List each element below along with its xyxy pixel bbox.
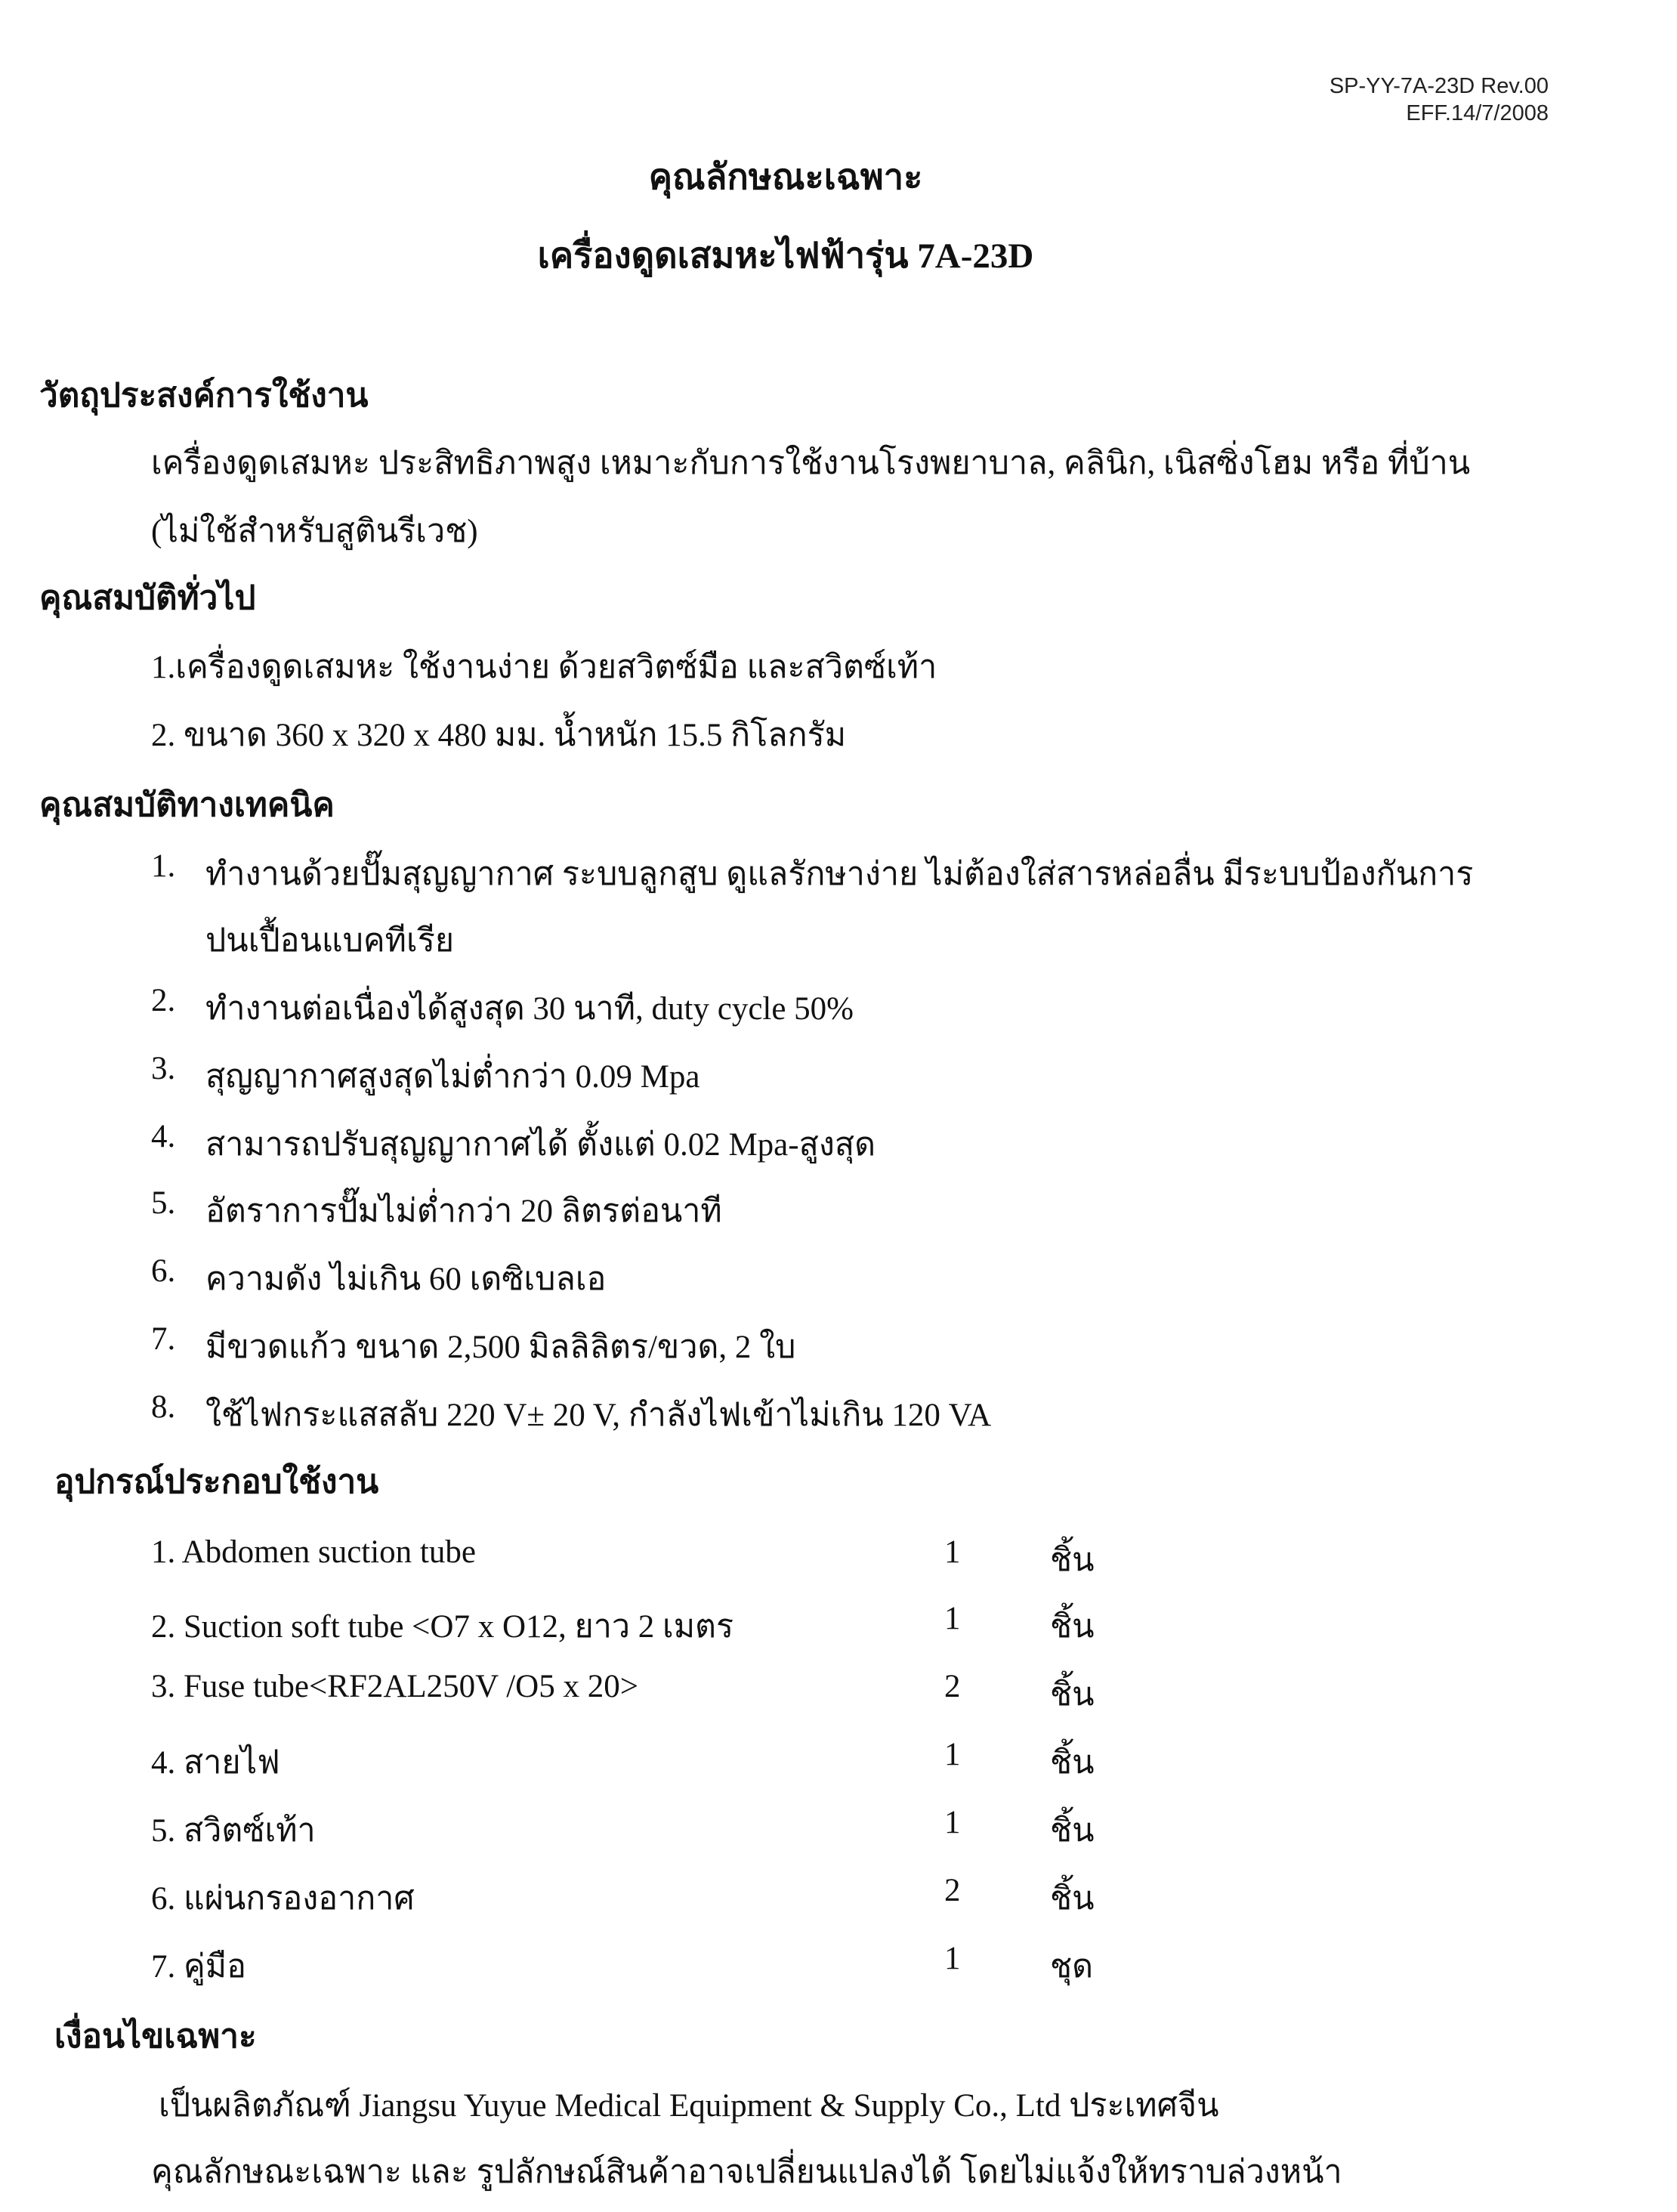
accessory-name: 7. คู่มือ [151,1949,246,1985]
conditions-line-2: คุณลักษณะเฉพาะ และ รูปลักษณ์สินค้าอาจเปลี่ยนแปลงได้ โดยไม่แจ้งให้ทราบล่วงหน้า [151,2155,1342,2190]
item-text: อัตราการปั๊มไม่ต่ำกว่า 20 ลิตรต่อนาที [205,1194,722,1229]
accessory-row [151,1872,1133,1917]
conditions-line-1: เป็นผลิตภัณฑ์ Jiangsu Yuyue Medical Equipment & Supply Co., Ltd ประเทศจีน [159,2088,1219,2124]
item-text: ทำงานด้วยปั๊มสุญญากาศ ระบบลูกสูบ ดูแลรักษาง่าย ไม่ต้องใส่สารหล่อลื่น มีระบบป้องกันการ [205,857,1474,892]
accessory-name: 6. แผ่นกรองอากาศ [151,1881,415,1917]
accessory-unit: ชุด [1050,1949,1094,1985]
item-number: 5. [151,1185,176,1221]
item-text: มีขวดแก้ว ขนาด 2,500 มิลลิลิตร/ขวด, 2 ใบ [205,1330,796,1365]
accessory-unit: ชิ้น [1050,1543,1095,1578]
item-number: 7. [151,1321,176,1357]
accessory-qty: 1 [944,1534,961,1570]
accessory-name: 2. Suction soft tube <O7 x O12, ยาว 2 เมตร [151,1609,734,1645]
technical-heading: คุณสมบัติทางเทคนิค [39,786,335,823]
accessory-name: 5. สวิตซ์เท้า [151,1813,316,1849]
accessory-name: 3. Fuse tube<RF2AL250V /O5 x 20> [151,1669,638,1704]
item-text: สุญญากาศสูงสุดไม่ต่ำกว่า 0.09 Mpa [205,1059,700,1095]
accessory-row [151,1534,1133,1579]
accessory-qty: 1 [944,1805,961,1840]
accessory-row [151,1804,1133,1849]
general-item: 2. ขนาด 360 x 320 x 480 มม. น้ำหนัก 15.5 กิโลกรัม [151,718,847,753]
accessory-unit: ชิ้น [1050,1745,1095,1781]
general-item: 1.เครื่องดูดเสมหะ ใช้งานง่าย ด้วยสวิตซ์มือ และสวิตซ์เท้า [151,650,937,685]
accessory-unit: ชิ้น [1050,1609,1095,1645]
item-text: ปนเปื้อนแบคทีเรีย [205,923,455,959]
accessory-name: 4. สายไฟ [151,1745,280,1781]
accessories-heading: อุปกรณ์ประกอบใช้งาน [54,1463,379,1500]
item-number: 3. [151,1051,176,1086]
item-text: ทำงานต่อเนื่องได้สูงสุด 30 นาที, duty cycle 50% [205,991,854,1027]
page-subtitle: เครื่องดูดเสมหะไฟฟ้ารุ่น 7A-23D [537,236,1034,276]
accessory-qty: 2 [944,1873,961,1908]
item-number: 8. [151,1389,176,1425]
item-text: ใช้ไฟกระแสสลับ 220 V± 20 V, กำลังไฟเข้าไม่เกิน 120 VA [205,1398,992,1433]
purpose-line-2: (ไม่ใช้สำหรับสูตินรีเวช) [151,514,478,549]
item-number: 2. [151,983,176,1018]
effective-date: EFF.14/7/2008 [1406,101,1549,125]
accessory-qty: 1 [944,1601,961,1636]
item-number: 1. [151,848,176,884]
accessory-qty: 2 [944,1669,961,1704]
accessory-row [151,1736,1133,1781]
page-title: คุณลักษณะเฉพาะ [648,158,923,197]
accessory-name: 1. Abdomen suction tube [151,1534,476,1570]
accessory-row [151,1940,1133,1985]
item-number: 4. [151,1119,176,1154]
purpose-line-1: เครื่องดูดเสมหะ ประสิทธิภาพสูง เหมาะกับการใช้งานโรงพยาบาล, คลินิก, เนิสซิ่งโฮม หรือ ที่บ้าน [151,446,1471,481]
document-reference [1330,73,1549,127]
item-text: ความดัง ไม่เกิน 60 เดซิเบลเอ [205,1262,607,1297]
accessory-row [151,1668,1133,1713]
conditions-heading: เงื่อนไขเฉพาะ [54,2018,257,2055]
accessory-unit: ชิ้น [1050,1813,1095,1849]
document-code: SP-YY-7A-23D Rev.00 [1329,74,1549,98]
accessory-qty: 1 [944,1737,961,1772]
accessory-qty: 1 [944,1941,961,1976]
general-heading: คุณสมบัติทั่วไป [39,579,256,616]
item-number: 6. [151,1253,176,1289]
purpose-heading: วัตถุประสงค์การใช้งาน [39,377,369,414]
accessory-unit: ชิ้น [1050,1881,1095,1917]
item-text: สามารถปรับสุญญากาศได้ ตั้งแต่ 0.02 Mpa-สูงสุด [205,1127,876,1163]
accessory-unit: ชิ้น [1050,1677,1095,1713]
accessory-row [151,1600,1133,1645]
